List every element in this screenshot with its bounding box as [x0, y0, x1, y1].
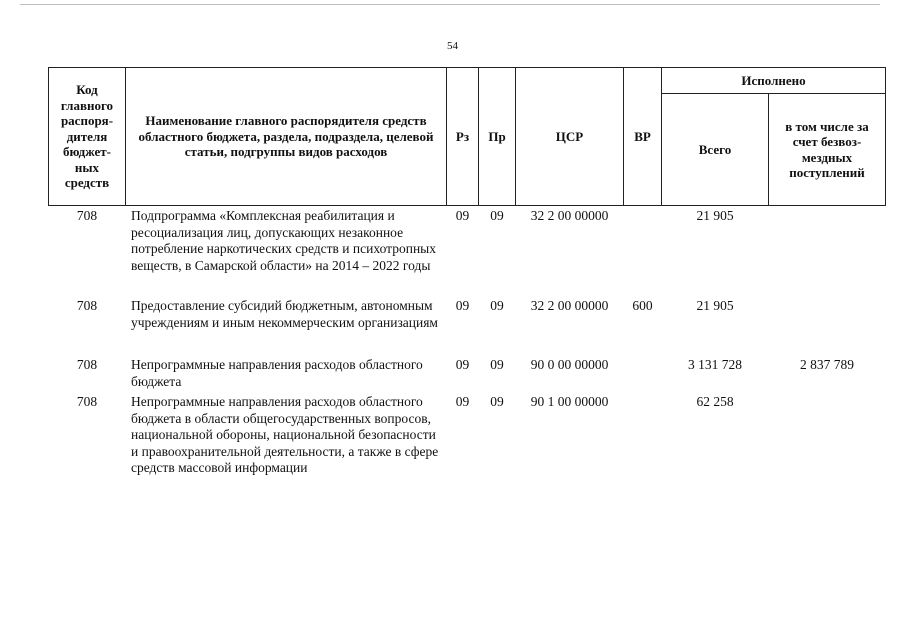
- header-gratuitous: в том числе за счет безвоз-мездных поступлений: [769, 94, 886, 206]
- cell-vr: [624, 351, 662, 390]
- cell-pr: 09: [490, 394, 504, 409]
- cell-csr: 32 2 00 00000: [530, 208, 609, 223]
- cell-name: Подпрограмма «Комплексная реабилитация и ресоциализация лиц, допускающих незаконное потребление наркотических средств и психотропных веществ, в Самарской области» на 2014 – 2022 годы: [131, 208, 436, 273]
- page-number: 54: [447, 40, 458, 52]
- header-name: Наименование главного распорядителя средств областного бюджета, раздела, подраздела, целевой статьи, подгруппы видов расходов: [126, 68, 447, 206]
- table-row: [49, 294, 886, 351]
- cell-csr: 32 2 00 00000: [530, 298, 609, 313]
- header-code: Код главного распоря-дителя бюджет-ных средств: [49, 68, 126, 206]
- cell-total: 62 258: [696, 394, 734, 409]
- cell-vr: 600: [632, 298, 653, 313]
- cell-total: 21 905: [696, 208, 734, 223]
- cell-code: 708: [76, 208, 98, 223]
- cell-code: 708: [76, 357, 98, 372]
- header-executed: Исполнено: [662, 68, 886, 94]
- cell-rz: 09: [455, 208, 470, 223]
- cell-pr: 09: [490, 298, 504, 313]
- cell-vr: [624, 206, 662, 295]
- cell-pr: 09: [490, 208, 504, 223]
- cell-code: 708: [76, 394, 98, 409]
- cell-gratuitous: [769, 390, 886, 504]
- cell-name: Непрограммные направления расходов областного бюджета: [131, 357, 423, 389]
- cell-name: Предоставление субсидий бюджетным, автономным учреждениям и иным некоммерческим организациям: [131, 298, 438, 330]
- header-vr: ВР: [624, 68, 662, 206]
- budget-execution-table: [48, 67, 886, 504]
- cell-csr: 90 1 00 00000: [530, 394, 609, 409]
- cell-name: Непрограммные направления расходов областного бюджета в области общегосударственных вопросов, национальной обороны, национальной безопасности и правоохранительной деятельности, а также в сфере средств массовой информации: [131, 394, 439, 475]
- scan-edge-line: [20, 4, 880, 5]
- table-row: [49, 351, 886, 390]
- header-csr: ЦСР: [516, 68, 624, 206]
- cell-csr: 90 0 00 00000: [530, 357, 609, 372]
- header-total: Всего: [662, 94, 769, 206]
- header-pr: Пр: [479, 68, 516, 206]
- cell-total: 3 131 728: [688, 357, 742, 372]
- cell-gratuitous: [769, 206, 886, 295]
- cell-rz: 09: [455, 298, 470, 313]
- cell-total: 21 905: [696, 298, 734, 313]
- cell-gratuitous: 2 837 789: [800, 357, 854, 372]
- table-row: [49, 206, 886, 295]
- table-row: [49, 390, 886, 504]
- header-rz: Рз: [447, 68, 479, 206]
- cell-code: 708: [76, 298, 98, 313]
- cell-gratuitous: [769, 294, 886, 351]
- cell-rz: 09: [455, 357, 470, 372]
- cell-pr: 09: [490, 357, 504, 372]
- cell-rz: 09: [455, 394, 470, 409]
- cell-vr: [624, 390, 662, 504]
